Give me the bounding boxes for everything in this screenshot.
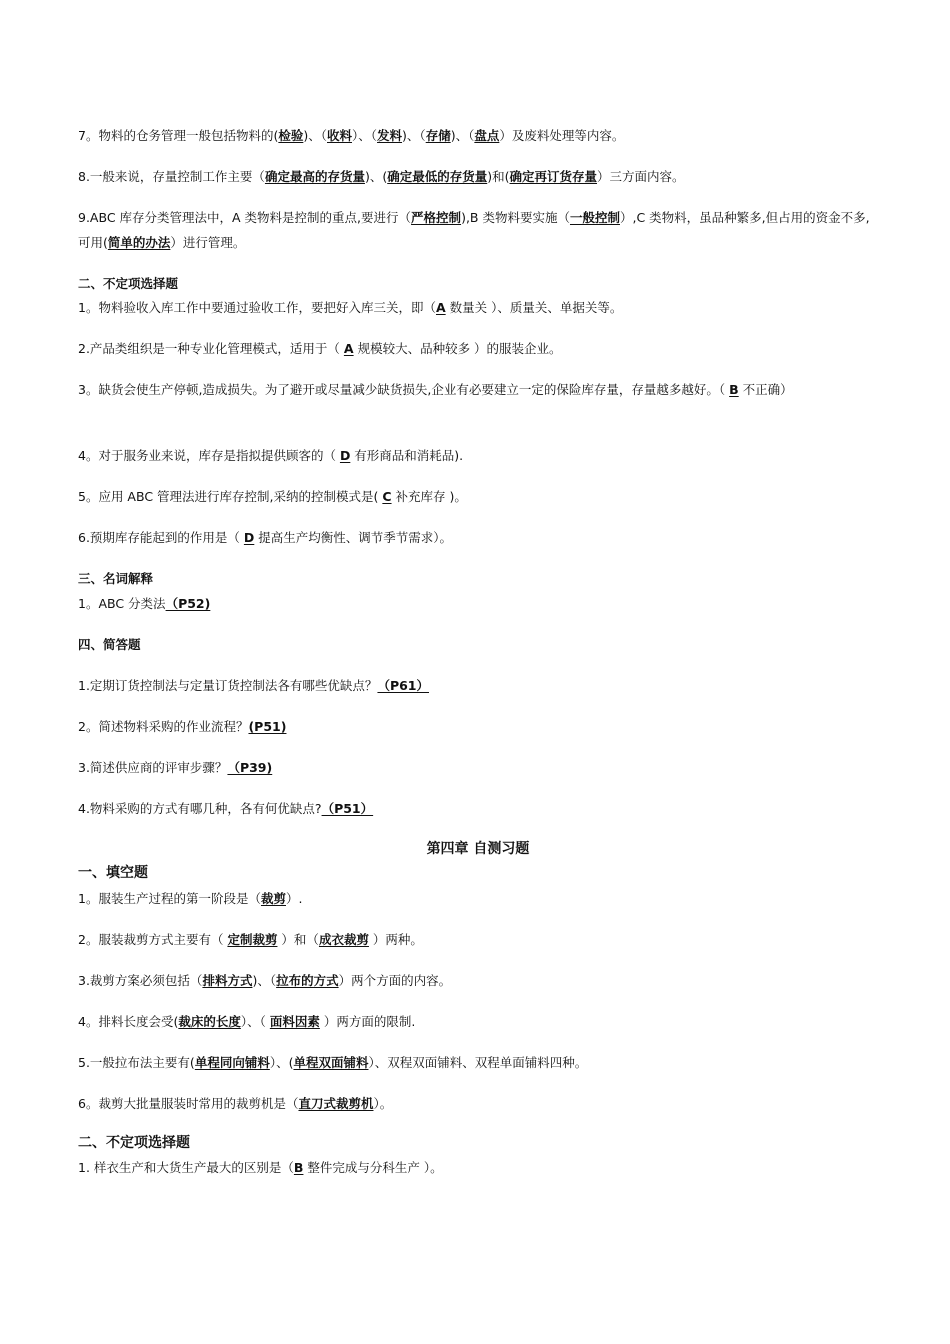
question-text: 2.产品类组织是一种专业化管理模式，适用于（ — [78, 341, 344, 356]
answer: 盘点 — [474, 128, 500, 143]
section-heading: 三、名词解释 — [78, 571, 154, 586]
ch4-fill-question-6 — [78, 1095, 392, 1113]
answer: （P61） — [377, 678, 429, 693]
answer: A — [343, 341, 354, 356]
question-text: 1。服装生产过程的第一阶段是（ — [78, 891, 261, 906]
question-text: ）、双程双面铺料、双程单面铺料四种。 — [368, 1055, 588, 1070]
question-text: ）三方面内容。 — [597, 169, 685, 184]
question-text: 4。对于服务业来说，库存是指拟提供顾客的（ — [78, 448, 340, 463]
question-text: ）两方面的限制. — [319, 1014, 416, 1029]
choice-question-4 — [78, 447, 463, 465]
choice-question-6 — [78, 529, 452, 547]
question-text: ）、（ — [352, 128, 378, 143]
ch4-choice-question-1 — [78, 1159, 443, 1177]
answer: D — [243, 530, 255, 545]
answer: 确定最高的存货量 — [264, 169, 365, 184]
question-text: ）. — [285, 891, 303, 906]
answer: C — [382, 489, 392, 504]
question-text: 6.预期库存能起到的作用是（ — [78, 530, 244, 545]
answer: 存储 — [425, 128, 451, 143]
answer: 面料因素 — [269, 1014, 320, 1029]
chapter-title: 第四章 自测习题 — [426, 841, 530, 857]
question-text: 1. 样衣生产和大货生产最大的区别是（ — [78, 1160, 294, 1175]
answer: 排料方式 — [202, 973, 253, 988]
answer: 简单的办法 — [107, 235, 171, 250]
question-text: ）和（ — [277, 932, 319, 947]
question-text: 4.物料采购的方式有哪几种，各有何优缺点? — [78, 801, 322, 816]
answer: 成衣裁剪 — [318, 932, 369, 947]
answer: 确定再订货存量 — [509, 169, 598, 184]
answer: D — [339, 448, 351, 463]
answer: 裁剪 — [260, 891, 286, 906]
answer: (P51) — [248, 719, 287, 734]
question-text: )、（ — [252, 973, 277, 988]
question-text: )、( — [364, 169, 388, 184]
answer: 裁床的长度 — [178, 1014, 241, 1029]
question-text: 1。ABC 分类法 — [78, 596, 166, 611]
ch4-fill-question-3 — [78, 972, 451, 990]
question-text: 补充库存 )。 — [391, 489, 467, 504]
section-heading: 一、填空题 — [78, 865, 148, 881]
answer: 单程同向铺料 — [194, 1055, 270, 1070]
fill-question-7 — [78, 127, 624, 145]
question-text: 4。排料长度会受( — [78, 1014, 179, 1029]
ch4-fill-question-2 — [78, 931, 423, 949]
answer: 定制裁剪 — [227, 932, 278, 947]
question-text: ）进行管理。 — [170, 235, 246, 250]
question-text: 不正确） — [738, 382, 793, 397]
answer: B — [293, 1160, 304, 1175]
section-heading: 二、不定项选择题 — [78, 1135, 190, 1151]
fill-question-8 — [78, 168, 685, 186]
question-text: 5。应用 ABC 管理法进行库存控制,采纳的控制模式是( — [78, 489, 383, 504]
answer: 发料 — [377, 128, 403, 143]
short-question-2 — [78, 718, 286, 736]
answer: 收料 — [327, 128, 353, 143]
question-text: ）。 — [373, 1096, 393, 1111]
fill-question-9 — [78, 205, 880, 255]
ch4-fill-question-4 — [78, 1013, 415, 1031]
question-text: 提高生产均衡性、调节季节需求）。 — [254, 530, 453, 545]
question-text: )、（ — [402, 128, 426, 143]
answer: 单程双面铺料 — [293, 1055, 369, 1070]
question-text: 3.裁剪方案必须包括（ — [78, 973, 203, 988]
question-text: 3.简述供应商的评审步骤？ — [78, 760, 228, 775]
short-question-4 — [78, 800, 373, 818]
question-text: )和( — [487, 169, 510, 184]
answer: A — [435, 300, 446, 315]
question-text: 1.定期订货控制法与定量订货控制法各有哪些优缺点？ — [78, 678, 378, 693]
answer: 严格控制 — [411, 210, 462, 225]
ch4-fill-question-5 — [78, 1054, 587, 1072]
term-question-1 — [78, 595, 210, 613]
answer: 一般控制 — [569, 210, 620, 225]
question-text: 有形商品和消耗品). — [350, 448, 464, 463]
section-heading: 四、简答题 — [78, 637, 141, 652]
question-text: 8.一般来说，存量控制工作主要（ — [78, 169, 265, 184]
choice-question-3 — [78, 377, 880, 402]
question-text: 2。简述物料采购的作业流程？ — [78, 719, 249, 734]
choice-question-1 — [78, 299, 622, 317]
question-text: 5.一般拉布法主要有( — [78, 1055, 195, 1070]
question-text: ）两种。 — [368, 932, 423, 947]
answer: （P52) — [165, 596, 211, 611]
answer: 直刀式裁剪机 — [298, 1096, 374, 1111]
question-text: ),B 类物料要实施（ — [461, 210, 570, 225]
answer: （P39) — [227, 760, 273, 775]
question-text: ）、( — [269, 1055, 294, 1070]
ch4-fill-question-1 — [78, 890, 302, 908]
choice-question-2 — [78, 340, 562, 358]
short-question-3 — [78, 759, 272, 777]
answer: 检验 — [278, 128, 304, 143]
question-text: 规模较大、品种较多 ）的服装企业。 — [353, 341, 562, 356]
question-text: ）,C 类物料，虽品种繁多,但占用的资金不多,可用( — [78, 210, 870, 250]
question-text: 数量关 ）、质量关、单据关等。 — [445, 300, 623, 315]
answer: 拉布的方式 — [276, 973, 339, 988]
short-question-1 — [78, 677, 429, 695]
question-text: 整件完成与分科生产 ）。 — [303, 1160, 443, 1175]
question-text: ）及废料处理等内容。 — [499, 128, 625, 143]
question-text: )、（ — [303, 128, 327, 143]
question-text: 6。裁剪大批量服装时常用的裁剪机是（ — [78, 1096, 299, 1111]
question-text: )、（ — [450, 128, 475, 143]
question-text: ）、（ — [240, 1014, 270, 1029]
question-text: 2。服装裁剪方式主要有（ — [78, 932, 228, 947]
choice-question-5 — [78, 488, 467, 506]
question-text: ）两个方面的内容。 — [338, 973, 452, 988]
answer: （P51） — [321, 801, 374, 816]
question-text: 1。物料验收入库工作中要通过验收工作，要把好入库三关，即（ — [78, 300, 436, 315]
question-text: 9.ABC 库存分类管理法中，A 类物料是控制的重点,要进行（ — [78, 210, 412, 225]
section-heading: 二、不定项选择题 — [78, 276, 179, 291]
question-text: 7。物料的仓务管理一般包括物料的( — [78, 128, 279, 143]
question-text: 3。缺货会使生产停顿,造成损失。为了避开或尽量减少缺货损失,企业有必要建立一定的保险库存量，存量越多越好。（ — [78, 382, 730, 397]
answer: 确定最低的存货量 — [387, 169, 488, 184]
answer: B — [729, 382, 739, 397]
